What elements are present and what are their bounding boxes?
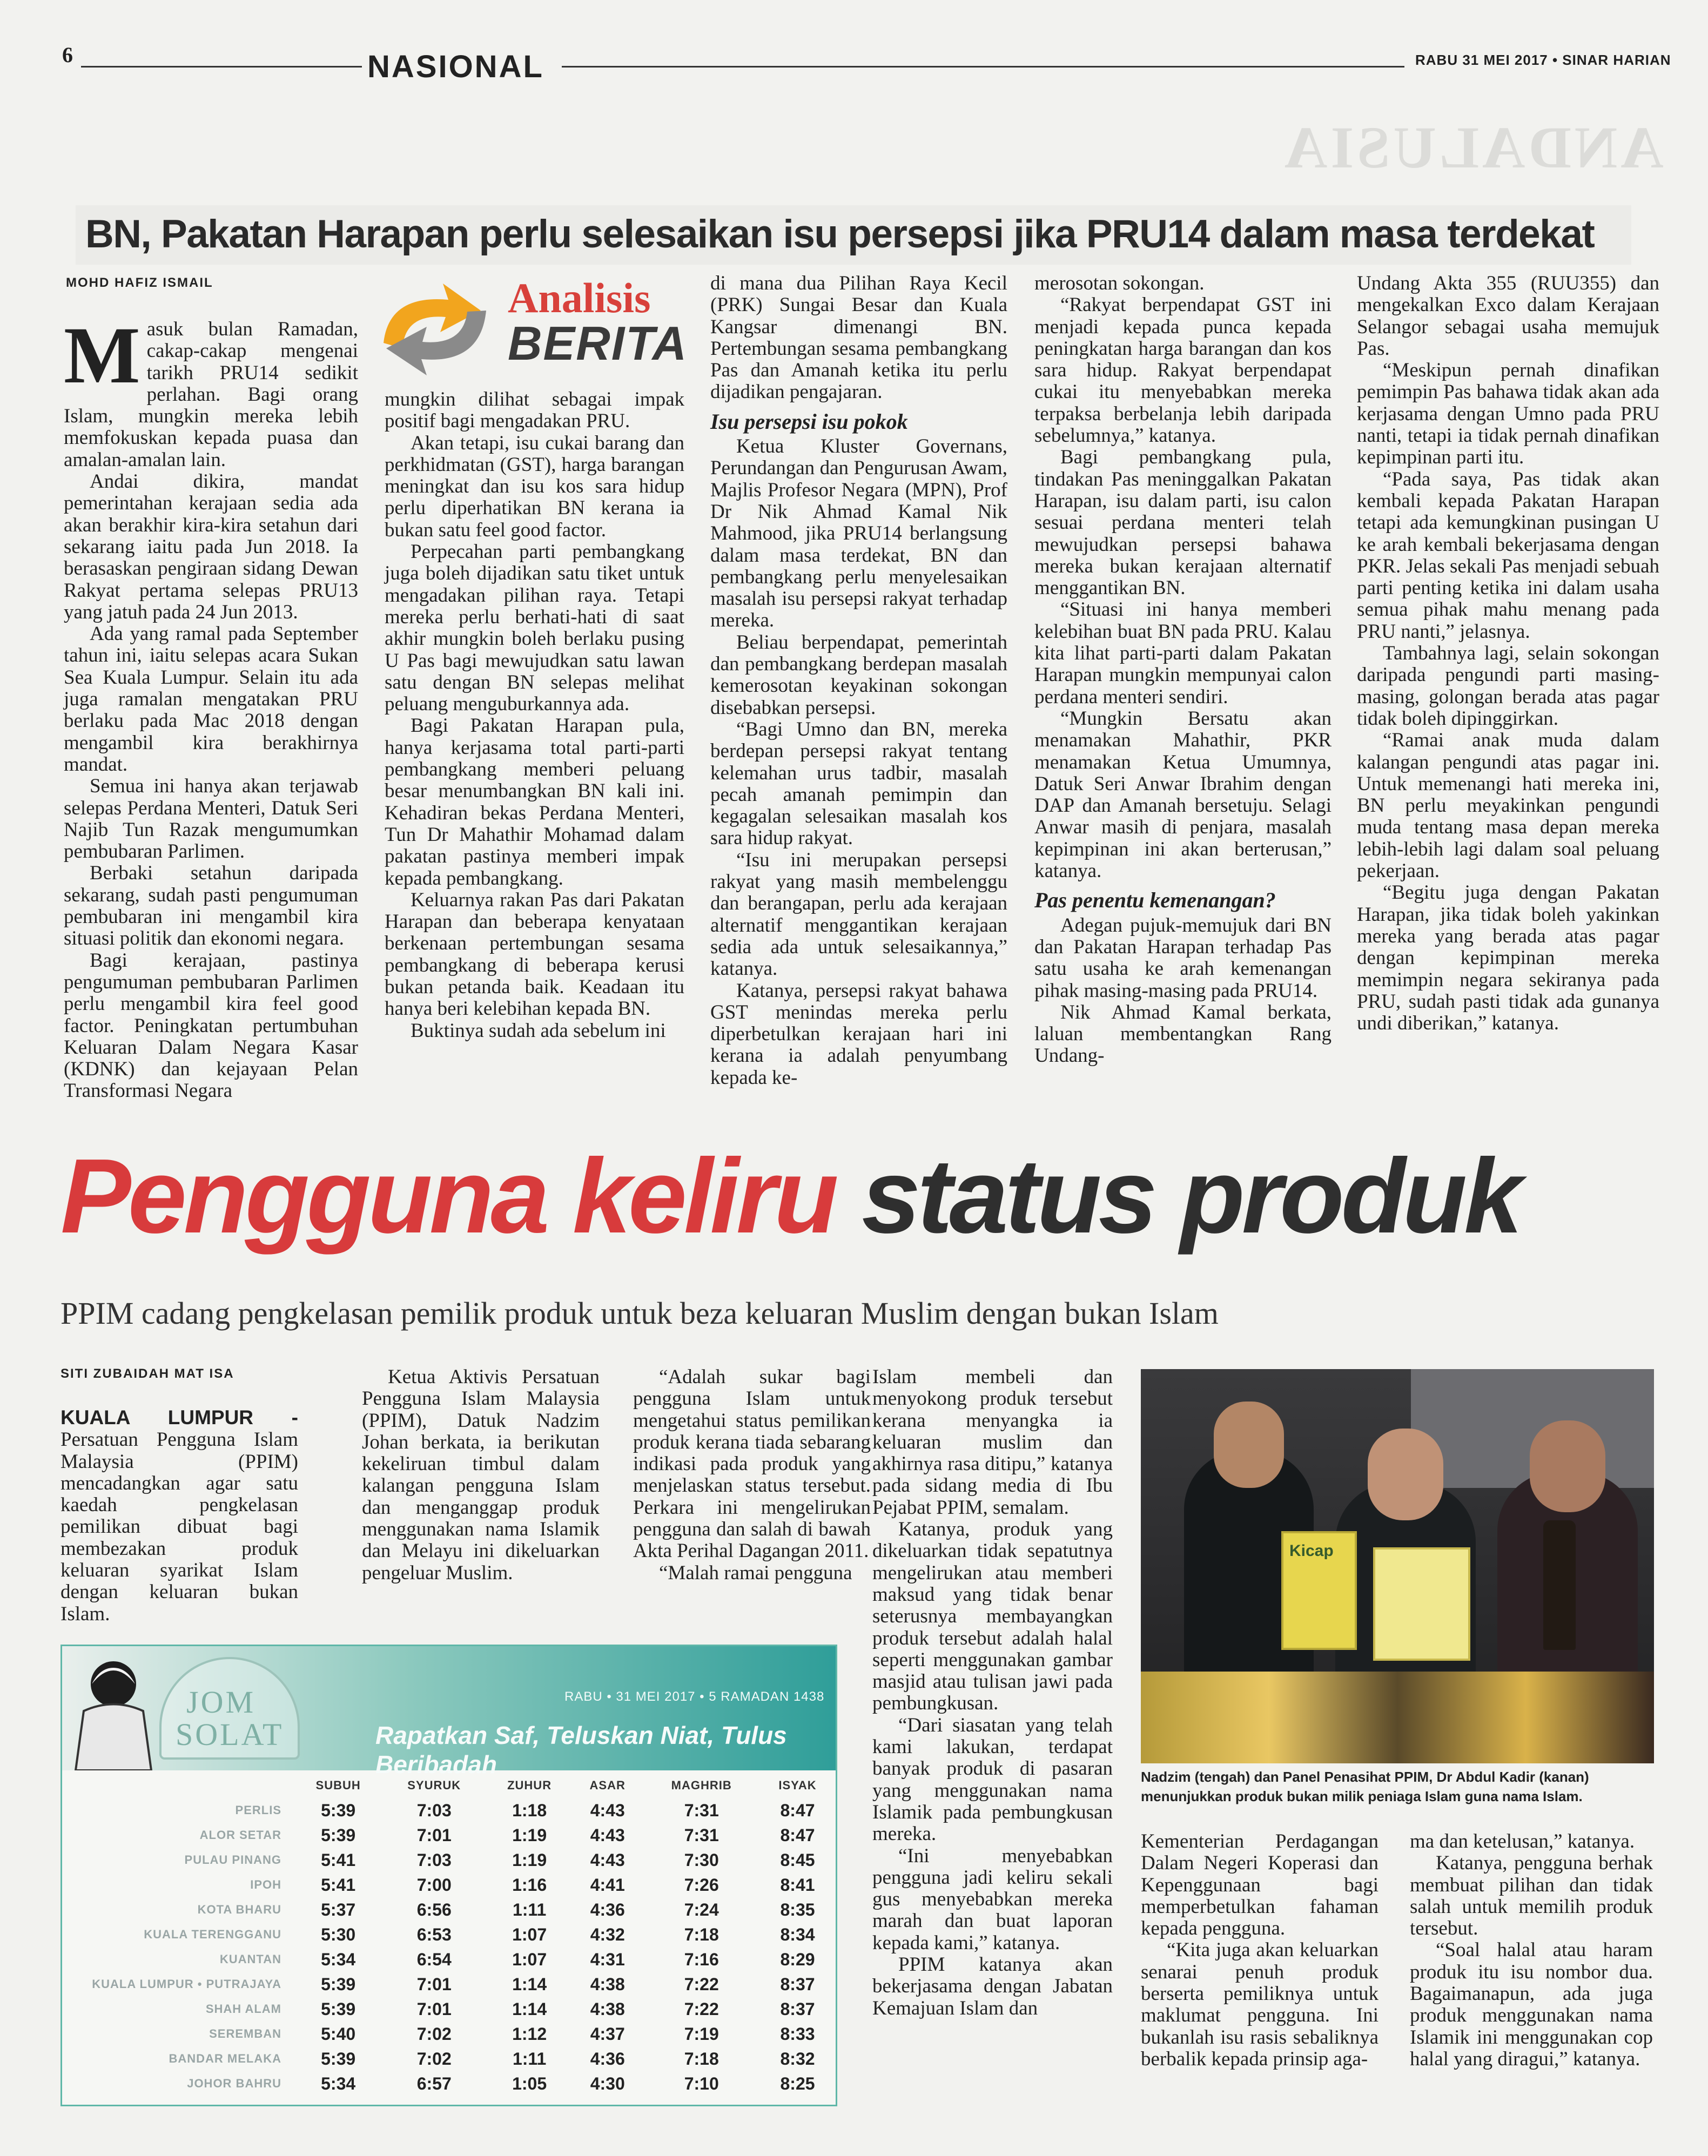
dateline: RABU 31 MEI 2017 • SINAR HARIAN	[1415, 52, 1671, 68]
prayer-time: 4:36	[590, 1899, 625, 1919]
prayer-time: 1:18	[512, 1800, 547, 1820]
a1-c1-p1: asuk bulan Ramadan, cakap-cakap mengenai tarikh PRU14 sedikit perlahan. Bagi orang Islam, mungkin mereka lebih memfokuskan kepada puasa dan amalan-amalan lain.	[64, 318, 358, 471]
praying-man-icon	[62, 1646, 165, 1770]
a1-c3-p2: Ketua Kluster Governans, Perundangan dan Pengurusan Awam, Majlis Profesor Negara (MPN), Prof Dr Nik Ahmad Kamal Nik Mahmood, jika PRU14 berlangsung dalam masa terdekat, BN dan pembangkang perlu menyelesaikan masalah isu persepsi rakyat terhadap mereka.	[710, 435, 1007, 632]
prayer-time: 5:40	[321, 2024, 356, 2044]
a1-c1-p5: Berbaki setahun daripada sekarang, sudah pasti pengumuman pembubaran ini mengambil kira situasi politik dan ekonomi negara.	[64, 862, 358, 950]
article1-col4	[1034, 273, 1332, 1067]
prayer-city: SHAH ALAM	[205, 2002, 281, 2016]
col-maghrib: MAGHRIB	[671, 1778, 732, 1792]
article1-byline: MOHD HAFIZ ISMAIL	[66, 275, 213, 290]
col-zuhur: ZUHUR	[507, 1778, 552, 1792]
arrows-icon	[373, 278, 497, 375]
article1-col3	[710, 273, 1007, 1089]
a1-c3-p3: Beliau berpendapat, pemerintah dan pembangkang berdepan masalah kemerosotan keyakinan sokongan disebabkan persepsi.	[710, 631, 1007, 719]
article2-col4	[872, 1366, 1113, 2019]
prayer-time: 7:31	[684, 1825, 719, 1845]
prayer-time: 5:41	[321, 1875, 356, 1895]
a1-c2-p2: Akan tetapi, isu cukai barang dan perkhidmatan (GST), harga barangan meningkat dan isu kos sara hidup perlu diperhatikan BN kerana ia bukan satu feel good factor.	[385, 432, 684, 541]
col-subuh: SUBUH	[315, 1778, 361, 1792]
prayer-time: 8:33	[780, 2024, 815, 2044]
a1-c4-p2: “Rakyat berpendapat GST ini menjadi kepada punca kepada peningkatan harga barangan dan kos sara hidup. Rakyat berpendapat cukai itu menyebabkan mereka terpaksa berbelanja lebih daripada sebelumnya,” katanya.	[1034, 294, 1332, 447]
prayer-row	[68, 1823, 835, 1848]
prayer-time: 6:53	[416, 1924, 452, 1944]
dropcap: M	[64, 311, 140, 400]
jom-solat-line1: JOM	[186, 1685, 256, 1720]
prayer-time: 4:41	[590, 1875, 625, 1895]
prayer-time: 7:24	[684, 1899, 719, 1919]
prayer-row	[68, 1922, 835, 1947]
a1-c1-p4: Semua ini hanya akan terjawab selepas Perdana Menteri, Datuk Seri Najib Tun Razak mengumumkan pembubaran Parlimen.	[64, 775, 358, 863]
page-number: 6	[62, 43, 73, 67]
bleed-through-shadow: ANDALUSIA	[1281, 114, 1664, 180]
article1-headline: BN, Pakatan Harapan perlu selesaikan isu persepsi jika PRU14 dalam masa terdekat	[85, 212, 1595, 256]
jom-solat-line2: SOLAT	[176, 1717, 284, 1752]
a1-c2-p5: Keluarnya rakan Pas dari Pakatan Harapan dan beberapa kenyataan berkenaan pertembungan sesama pembangkang di beberapa kerusi bukan petanda baik. Keadaan itu hanya beri kelebihan kepada BN.	[385, 888, 684, 1020]
a1-c4-p7: Nik Ahmad Kamal berkata, laluan membentangkan Rang Undang-	[1034, 1001, 1332, 1067]
prayer-time: 7:02	[416, 2049, 452, 2069]
article1-col2	[385, 389, 684, 1042]
prayer-time: 4:36	[590, 2049, 625, 2069]
prayer-city: BANDAR MELAKA	[169, 2052, 281, 2065]
prayer-row	[68, 2046, 835, 2071]
prayer-time: 4:38	[590, 1999, 625, 2019]
prayer-time: 1:19	[512, 1850, 547, 1870]
prayer-time: 8:45	[780, 1850, 815, 1870]
prayer-city: JOHOR BAHRU	[187, 2077, 281, 2090]
product-label: Kicap	[1289, 1542, 1334, 1560]
header-rule-left	[81, 66, 362, 68]
prayer-row	[68, 1972, 835, 1997]
a1-c5-p4: Tambahnya lagi, selain sokongan daripada pengundi parti masing-masing, golongan berada atas pagar tidak boleh dipinggirkan.	[1357, 642, 1659, 730]
a1-c5-p5: “Ramai anak muda dalam kalangan pengundi atas pagar ini. Untuk memenangi hati mereka ini, BN perlu meyakinkan pengundi muda tentang masa depan mereka lebih-lebih lagi dalam soal peluang pekerjaan.	[1357, 729, 1659, 882]
prayer-time: 7:19	[684, 2024, 719, 2044]
prayer-time: 7:02	[416, 2024, 452, 2044]
prayer-time: 7:01	[416, 1825, 452, 1845]
prayer-time: 5:37	[321, 1899, 356, 1919]
prayer-time: 1:12	[512, 2024, 547, 2044]
badge-berita: BERITA	[508, 316, 688, 370]
a2-c6-p3: “Soal halal atau haram produk itu isu nombor dua. Bagaimanapun, ada juga produk menggunakan nama Islamik ini menggunakan cop halal yang diragui,” katanya.	[1410, 1939, 1653, 2070]
prayer-city: KUALA LUMPUR • PUTRAJAYA	[92, 1977, 281, 1991]
prayer-time: 7:22	[684, 1999, 719, 2019]
prayer-time: 7:01	[416, 1974, 452, 1994]
prayer-time: 5:30	[321, 1924, 356, 1944]
prayer-time: 8:47	[780, 1800, 815, 1820]
product-pack-center	[1373, 1547, 1470, 1661]
prayer-city: PULAU PINANG	[184, 1853, 281, 1867]
prayer-table-header	[68, 1773, 835, 1798]
prayer-time: 7:31	[684, 1800, 719, 1820]
prayer-time: 5:39	[321, 1825, 356, 1845]
prayer-row	[68, 1872, 835, 1897]
a1-c3-p5: “Isu ini merupakan persepsi rakyat yang masih membelenggu dan berangapan, perlu ada kerajaan alternatif menggantikan kerajaan sedia ada untuk selesaikannya,” katanya.	[710, 848, 1007, 980]
prayer-tagline: Rapatkan Saf, Teluskan Niat, Tulus Beribadah	[375, 1721, 787, 1778]
header-rule-right	[562, 66, 1404, 68]
prayer-time: 4:43	[590, 1850, 625, 1870]
prayer-time: 1:07	[512, 1949, 547, 1969]
prayer-time: 4:38	[590, 1974, 625, 1994]
prayer-row	[68, 1848, 835, 1872]
prayer-time: 8:37	[780, 1999, 815, 2019]
prayer-city: SEREMBAN	[209, 2027, 281, 2040]
a2-c4-p1: Islam membeli dan menyokong produk tersebut kerana menyangka ia keluaran muslim dan akhirnya rasa ditipu,” katanya pada sidang media di Ibu Pejabat PPIM, semalam.	[872, 1366, 1113, 1519]
a1-c5-p1: Undang Akta 355 (RUU355) dan mengekalkan Exco dalam Kerajaan Selangor sebagai usaha memujuk Pas.	[1357, 272, 1659, 360]
a2-c5-p2: “Kita juga akan keluarkan senarai penuh produk berserta pemiliknya untuk maklumat pengguna. Ini bukanlah isu rasis sebaliknya berbalik kepada prinsip aga-	[1141, 1939, 1378, 2070]
a2-c5-p1: Kementerian Perdagangan Dalam Negeri Koperasi dan Kepenggunaan bagi memperbetulkan fahaman kepada pengguna.	[1141, 1830, 1378, 1940]
prayer-time: 5:34	[321, 2073, 356, 2093]
prayer-time: 4:31	[590, 1949, 625, 1969]
a2-c2-p1: Ketua Aktivis Persatuan Pengguna Islam Malaysia (PPIM), Datuk Nadzim Johan berkata, ia berikutan kekeliruan timbul dalam kalangan pengguna Islam dan menganggap produk menggunakan nama Islamik dan Melayu ini dikeluarkan pengeluar Muslim.	[362, 1366, 600, 1584]
prayer-time: 1:07	[512, 1924, 547, 1944]
prayer-time: 8:25	[780, 2073, 815, 2093]
article2-deck: PPIM cadang pengkelasan pemilik produk untuk beza keluaran Muslim dengan bukan Islam	[60, 1296, 1219, 1331]
prayer-row	[68, 1798, 835, 1823]
prayer-city: KUANTAN	[219, 1952, 281, 1966]
a1-c1-p3: Ada yang ramal pada September tahun ini, iaitu selepas acara Sukan Sea Kuala Lumpur. Selain itu ada juga ramalan mengatakan PRU berlaku pada Mac 2018 dengan mengambil kira berakhirnya mandat.	[64, 623, 358, 776]
prayer-time: 4:43	[590, 1800, 625, 1820]
a1-c5-p2: “Meskipun pernah dinafikan pemimpin Pas bahawa tidak akan ada kerjasama dengan Umno pada PRU nanti, tetapi ia tidak pernah dinafikan kepimpinan parti itu.	[1357, 359, 1659, 469]
prayer-time: 8:47	[780, 1825, 815, 1845]
prayer-time: 5:41	[321, 1850, 356, 1870]
a1-c2-p6: Buktinya sudah ada sebelum ini	[411, 1019, 666, 1042]
article2-col1	[60, 1407, 298, 1625]
person-left-head	[1214, 1402, 1284, 1488]
prayer-time: 1:05	[512, 2073, 547, 2093]
prayer-time: 7:30	[684, 1850, 719, 1870]
a2-c4-p3: “Dari siasatan yang telah kami lakukan, terdapat banyak produk di pasaran yang menggunakan nama Islamik pada pembungkusan mereka.	[872, 1714, 1113, 1845]
a2-c3-p2: “Malah ramai pengguna	[659, 1561, 852, 1584]
a1-c4-p5: “Mungkin Bersatu akan menamakan Mahathir, PKR menamakan Ketua Umumnya, Datuk Seri Anwar Ibrahim dengan DAP dan Amanah bersetuju. Selagi Anwar masih di penjara, masalah kepimpinan ini akan berterusan,” katanya.	[1034, 707, 1332, 882]
prayer-time: 6:57	[416, 2073, 452, 2093]
article2-col6	[1410, 1831, 1653, 2070]
prayer-date: RABU • 31 MEI 2017 • 5 RAMADAN 1438	[564, 1689, 825, 1704]
headline-red-part: Pengguna keliru	[60, 1137, 836, 1255]
prayer-time: 7:10	[684, 2073, 719, 2093]
prayer-city: IPOH	[250, 1878, 281, 1891]
prayer-time: 7:18	[684, 2049, 719, 2069]
prayer-time: 1:19	[512, 1825, 547, 1845]
prayer-row	[68, 1947, 835, 1972]
prayer-time: 6:54	[416, 1949, 452, 1969]
prayer-time: 8:32	[780, 2049, 815, 2069]
table-products	[1141, 1672, 1654, 1763]
prayer-time: 5:39	[321, 2049, 356, 2069]
prayer-time: 4:37	[590, 2024, 625, 2044]
prayer-time: 8:41	[780, 1875, 815, 1895]
article2-col3	[633, 1366, 871, 1584]
article2-col5	[1141, 1831, 1378, 2070]
analisis-berita-badge	[373, 274, 697, 375]
article1-col1	[64, 311, 358, 1102]
a1-c3-p6: Katanya, persepsi rakyat bahawa GST menindas mereka perlu diperbetulkan kerajaan hari ini kerana ia adalah penyumbang kepada ke-	[710, 979, 1007, 1089]
prayer-time: 7:26	[684, 1875, 719, 1895]
article2-byline: SITI ZUBAIDAH MAT ISA	[60, 1366, 234, 1381]
prayer-time: 6:56	[416, 1899, 452, 1919]
a1-c3-p4: “Bagi Umno dan BN, mereka berdepan persepsi rakyat tentang kelemahan urus tadbir, masalah pecah amanah pemimpin dan kegagalan selesaikan masalah kos sara hidup rakyat.	[710, 718, 1007, 850]
prayer-row	[68, 2022, 835, 2046]
prayer-time: 7:22	[684, 1974, 719, 1994]
prayer-time: 5:34	[321, 1949, 356, 1969]
a1-c5-p6: “Begitu juga dengan Pakatan Harapan, jika tidak boleh yakinkan mereka yang berada atas pagar dengan kepimpinan mereka memimpin negara sekiranya pada PRU, sudah pasti tidak ada gunanya undi diberikan,” katanya.	[1357, 881, 1659, 1035]
prayer-time: 4:32	[590, 1924, 625, 1944]
city-header	[68, 1773, 294, 1798]
prayer-time: 8:35	[780, 1899, 815, 1919]
prayer-time: 4:43	[590, 1825, 625, 1845]
prayer-city: KOTA BHARU	[197, 1903, 281, 1916]
article2-headline	[60, 1137, 1520, 1255]
a1-c2-p4: Bagi Pakatan Harapan pula, hanya kerjasama total parti-parti pembangkang memberi peluang besar menumbangkan BN kali ini. Kehadiran bekas Perdana Menteri, Tun Dr Mahathir Mohamad dalam pakatan pastinya memberi impak kepada pembangkang.	[385, 715, 684, 890]
a1-c4-p6: Adegan pujuk-memujuk dari BN dan Pakatan Harapan terhadap Pas satu usaha ke arah kemenangan pihak masing-masing pada PRU14.	[1034, 914, 1332, 1002]
a1-c1-p2: Andai dikira, mandat pemerintahan kerajaan sedia ada akan berakhir kira-kira setahun dari sekarang iaitu pada Jun 2018. Ia berasaskan pengiraan sidang Dewan Rakyat pertama selepas PRU13 yang jatuh pada 24 Jun 2013.	[64, 470, 358, 623]
prayer-time: 5:39	[321, 1800, 356, 1820]
product-bottle	[1543, 1520, 1576, 1650]
prayer-time: 7:03	[416, 1800, 452, 1820]
prayer-time: 1:11	[512, 2049, 547, 2069]
prayer-time: 8:37	[780, 1974, 815, 1994]
prayer-times-box	[60, 1645, 837, 2106]
prayer-time: 7:18	[684, 1924, 719, 1944]
badge-analisis: Analisis	[508, 274, 651, 321]
a1-c2-p1: mungkin dilihat sebagai impak positif bagi mengadakan PRU.	[385, 388, 684, 433]
a1-c4-p4: “Situasi ini hanya memberi kelebihan buat BN pada PRU. Kalau kita lihat parti-parti dalam Pakatan Harapan mungkin mempunyai calon perdana menteri sendiri.	[1034, 598, 1332, 708]
prayer-city: ALOR SETAR	[199, 1828, 281, 1842]
a1-c4-p1: merosotan sokongan.	[1034, 272, 1205, 294]
prayer-row	[68, 1897, 835, 1922]
a1-c5-p3: “Pada saya, Pas tidak akan kembali kepada Pakatan Harapan tetapi ada kemungkinan pusingan U ke arah kembali bekerjasama dengan PKR. Jelas sekali Pas menjadi sebuah parti penting ketika ini dalam usaha semua pihak mahu menang pada PRU nanti,” jelasnya.	[1357, 468, 1659, 643]
prayer-time: 1:16	[512, 1875, 547, 1895]
prayer-times-table	[68, 1773, 835, 2096]
person-right-head	[1530, 1420, 1605, 1512]
a1-c3-p1: di mana dua Pilihan Raya Kecil (PRK) Sungai Besar dan Kuala Kangsar dimenangi BN. Pertembungan sesama pembangkang Pas dan Amanah ketika itu perlu dijadikan pengajaran.	[710, 272, 1007, 403]
a1-c4-subhead: Pas penentu kemenangan?	[1034, 888, 1276, 913]
dateline-lead: KUALA LUMPUR -	[60, 1406, 298, 1429]
article1-col5	[1357, 273, 1659, 1034]
prayer-time: 4:30	[590, 2073, 625, 2093]
prayer-city: PERLIS	[235, 1803, 281, 1817]
prayer-time: 7:03	[416, 1850, 452, 1870]
prayer-city: KUALA TERENGGANU	[144, 1928, 281, 1941]
prayer-time: 8:34	[780, 1924, 815, 1944]
prayer-time: 1:14	[512, 1999, 547, 2019]
prayer-time: 5:39	[321, 1999, 356, 2019]
a1-c1-p6: Bagi kerajaan, pastinya pengumuman pembubaran Parlimen perlu mengambil kira feel good factor. Peningkatan pertumbuhan Keluaran Dalam Negara Kasar (KDNK) dan kejayaan Pelan Transformasi Negara	[64, 949, 358, 1102]
photo-caption: Nadzim (tengah) dan Panel Penasihat PPIM, Dr Abdul Kadir (kanan) menunjukkan produk bukan milik peniaga Islam guna nama Islam.	[1141, 1769, 1589, 1804]
prayer-time: 1:11	[512, 1899, 547, 1919]
col-syuruk: SYURUK	[407, 1778, 461, 1792]
a2-c6-p1: ma dan ketelusan,” katanya.	[1410, 1830, 1635, 1852]
a2-c4-p4: “Ini menyebabkan pengguna jadi keliru sekali gus menyebabkan mereka marah dan buat laporan kepada kami,” katanya.	[872, 1844, 1113, 1954]
prayer-time: 8:29	[780, 1949, 815, 1969]
a2-c4-p2: Katanya, produk yang dikeluarkan tidak sepatutnya mengelirukan atau memberi maksud yang tidak benar seterusnya membayangkan produk tersebut adalah halal seperti menggunakan gambar masjid atau tulisan jawi pada pembungkusan.	[872, 1518, 1113, 1715]
col-asar: ASAR	[589, 1778, 626, 1792]
a2-c3-p1: “Adalah sukar bagi pengguna Islam untuk mengetahui status pemilikan produk kerana tiada sebarang indikasi pada produk yang menjelaskan status tersebut. Perkara ini mengelirukan pengguna dan salah di bawah Akta Perihal Dagangan 2011.	[633, 1366, 871, 1562]
person-center-head	[1368, 1429, 1443, 1520]
prayer-time: 7:16	[684, 1949, 719, 1969]
a1-c2-p3: Perpecahan parti pembangkang juga boleh dijadikan satu tiket untuk mengadakan pilihan raya. Tetapi mereka perlu berhati-hati di saat akhir mungkin boleh berlaku pusing U Pas bagi mewujudkan satu lawan satu dengan BN selepas melihat peluang menguburkannya ada.	[385, 541, 684, 716]
prayer-time: 7:01	[416, 1999, 452, 2019]
a2-c4-p5: PPIM katanya akan bekerjasama dengan Jabatan Kemajuan Islam dan	[872, 1953, 1113, 2019]
section-title: NASIONAL	[367, 49, 544, 84]
headline-dark-part: status produk	[862, 1137, 1520, 1255]
prayer-time: 5:39	[321, 1974, 356, 1994]
prayer-time: 1:14	[512, 1974, 547, 1994]
a1-c4-p3: Bagi pembangkang pula, tindakan Pas meninggalkan Pakatan Harapan, isu dalam parti, isu calon sesuai perdana menteri telah mewujudkan persepsi bahawa mereka bukan kerajaan alternatif menggantikan BN.	[1034, 446, 1332, 599]
prayer-time: 7:00	[416, 1875, 452, 1895]
article2-col2	[362, 1366, 600, 1584]
a2-c1-p1: Persatuan Pengguna Islam Malaysia (PPIM) mencadangkan agar satu kaedah pengkelasan pemilikan dibuat bagi membezakan produk keluaran syarikat Islam dengan keluaran bukan Islam.	[60, 1429, 298, 1625]
col-isyak: ISYAK	[778, 1778, 817, 1792]
prayer-row	[68, 1997, 835, 2022]
a1-c3-subhead: Isu persepsi isu pokok	[710, 409, 908, 434]
a2-c6-p2: Katanya, pengguna berhak membuat pilihan dan tidak salah untuk memilih produk tersebut.	[1410, 1852, 1653, 1940]
prayer-row	[68, 2071, 835, 2096]
press-photo	[1141, 1369, 1654, 1763]
